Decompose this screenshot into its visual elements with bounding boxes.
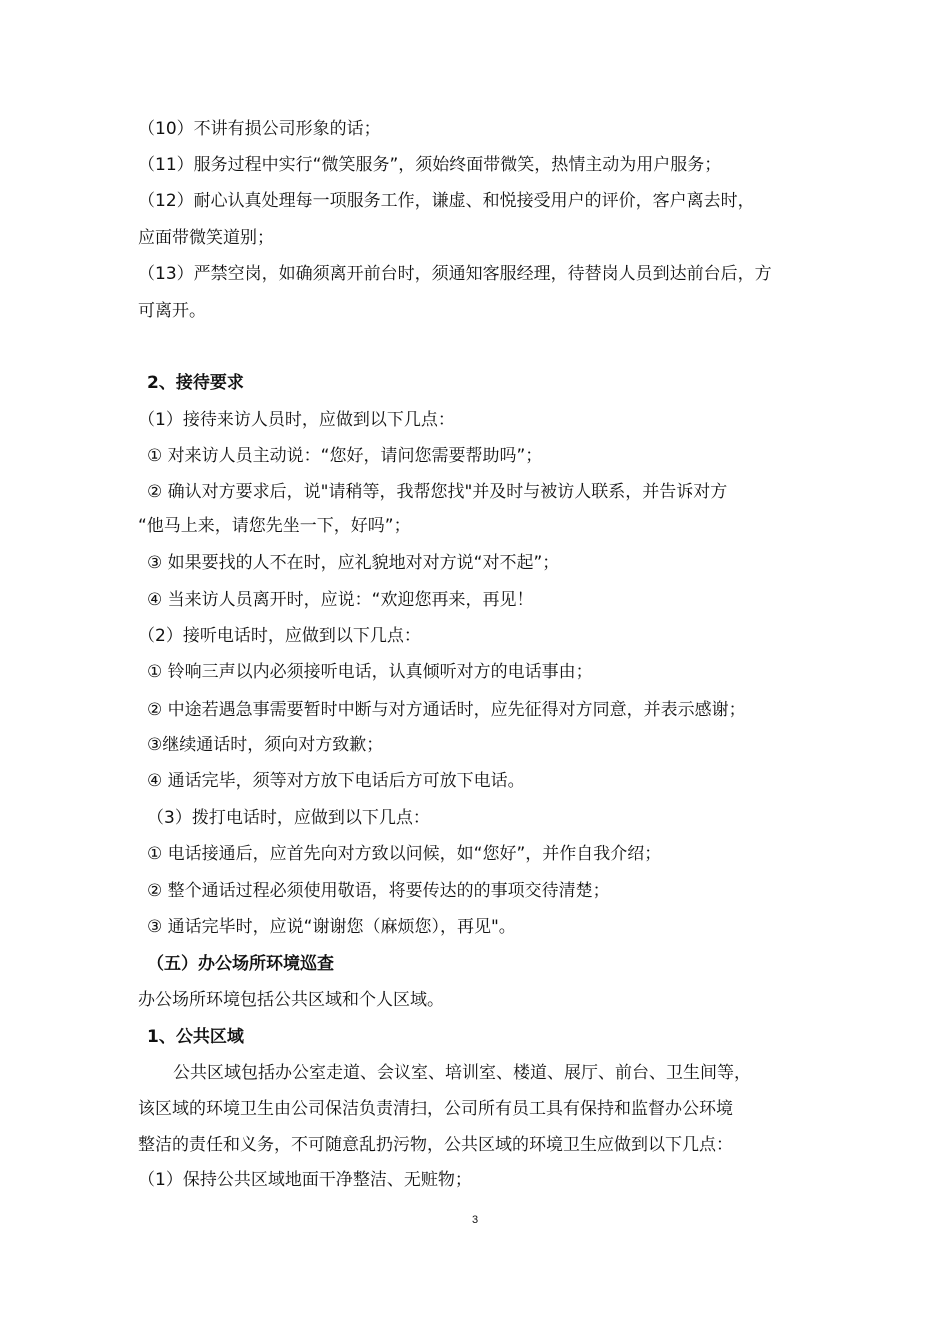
- text-line: （13）严禁空岗，如确须离开前台时，须通知客服经理，待替岗人员到达前台后，方: [138, 264, 772, 284]
- text-line: ② 整个通话过程必须使用敬语，将要传达的的事项交待清楚；: [147, 881, 610, 901]
- text-line: ① 铃响三声以内必须接听电话，认真倾听对方的电话事由；: [147, 662, 593, 682]
- text-line: 可离开。: [138, 301, 206, 321]
- text-line: （11）服务过程中实行“微笑服务”，须始终面带微笑，热情主动为用户服务；: [138, 155, 722, 175]
- text-line: （12）耐心认真处理每一项服务工作，谦虚、和悦接受用户的评价，客户离去时，: [138, 191, 755, 211]
- section-heading: （五）办公场所环境巡查: [147, 954, 334, 974]
- page-number: 3: [471, 1214, 479, 1226]
- text-line: （10）不讲有损公司形象的话；: [138, 119, 381, 139]
- section-heading: 2、接待要求: [147, 373, 244, 393]
- text-line: 公共区域包括办公室走道、会议室、培训室、楼道、展厅、前台、卫生间等，: [173, 1063, 751, 1083]
- text-line: ② 确认对方要求后，说"请稍等，我帮您找"并及时与被访人联系，并告诉对方: [147, 482, 728, 502]
- text-line: ③继续通话时，须向对方致歉；: [147, 735, 384, 755]
- text-line: 该区域的环境卫生由公司保洁负责清扫，公司所有员工具有保持和监督办公环境: [138, 1099, 733, 1119]
- text-line: （3）拨打电话时，应做到以下几点：: [147, 808, 430, 828]
- text-line: ③ 通话完毕时，应说“谢谢您（麻烦您），再见"。: [147, 917, 516, 937]
- text-line: ① 对来访人员主动说：“您好，请问您需要帮助吗”；: [147, 446, 543, 466]
- text-line: “他马上来，请您先坐一下，好吗”；: [138, 516, 411, 536]
- text-line: 应面带微笑道别；: [138, 228, 274, 248]
- text-line: ② 中途若遇急事需要暂时中断与对方通话时，应先征得对方同意，并表示感谢；: [147, 700, 746, 720]
- text-line: ① 电话接通后，应首先向对方致以问候，如“您好”，并作自我介绍；: [147, 844, 662, 864]
- text-line: （1）保持公共区域地面干净整洁、无赃物；: [138, 1170, 472, 1190]
- text-line: 整洁的责任和义务，不可随意乱扔污物，公共区域的环境卫生应做到以下几点：: [138, 1135, 733, 1155]
- text-line: （1）接待来访人员时，应做到以下几点：: [138, 410, 455, 430]
- text-line: ③ 如果要找的人不在时，应礼貌地对对方说“对不起”；: [147, 553, 560, 573]
- text-line: ④ 通话完毕，须等对方放下电话后方可放下电话。: [147, 771, 525, 791]
- text-line: 办公场所环境包括公共区域和个人区域。: [138, 990, 444, 1010]
- text-line: ④ 当来访人员离开时，应说：“欢迎您再来，再见！: [147, 590, 534, 610]
- section-heading: 1、公共区域: [147, 1027, 244, 1047]
- text-line: （2）接听电话时，应做到以下几点：: [138, 626, 421, 646]
